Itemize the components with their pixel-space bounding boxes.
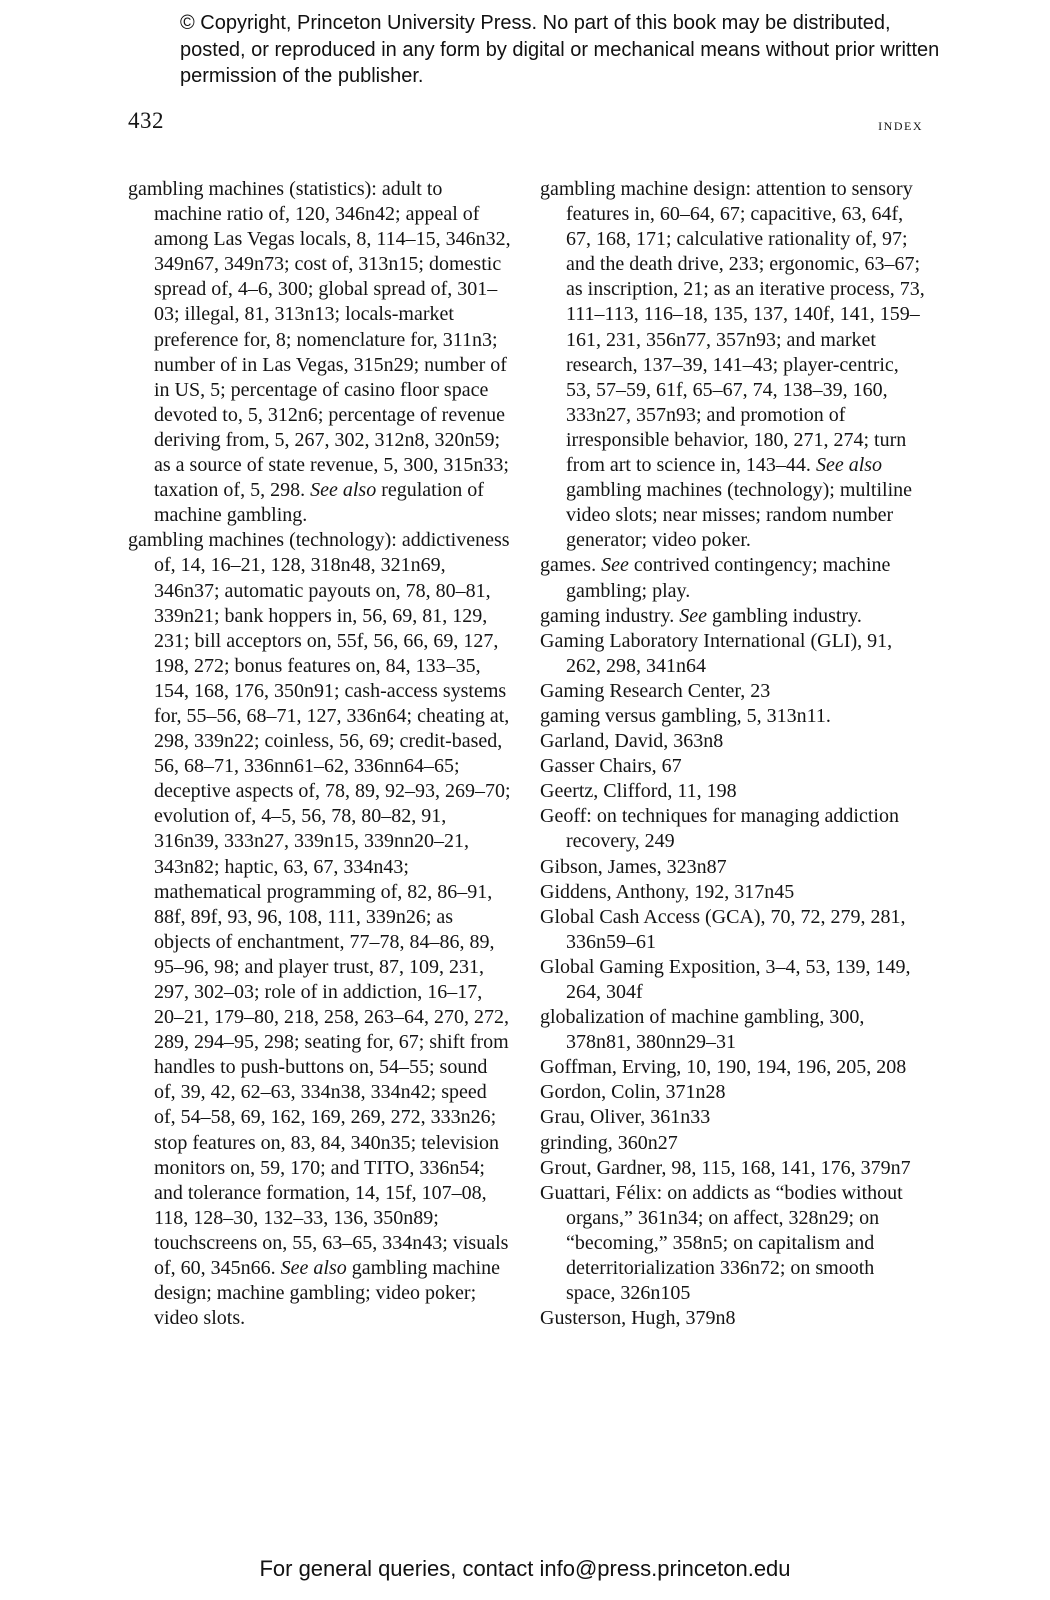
index-entry bbox=[540, 1131, 925, 1156]
entry-text-after: regulation of machine gambling. bbox=[154, 479, 484, 527]
index-entry bbox=[540, 177, 925, 553]
entry-text: gaming industry. bbox=[540, 604, 680, 627]
entry-see-reference: See also bbox=[310, 479, 377, 502]
entry-see-reference: See also bbox=[815, 454, 883, 477]
index-entry bbox=[540, 1005, 925, 1055]
index-entry bbox=[540, 905, 925, 955]
index-column-left bbox=[128, 177, 513, 1331]
index-entry bbox=[540, 1055, 925, 1080]
index-entry bbox=[540, 1105, 925, 1130]
entry-text: Gibson, James, 323n87 bbox=[540, 855, 727, 878]
entry-text: Gaming Research Center, 23 bbox=[540, 679, 771, 702]
entry-text: Gusterson, Hugh, 379n8 bbox=[540, 1307, 736, 1330]
entry-text-after: gambling machines (technology); multiline video slots; near misses; random number generator; video poker. bbox=[566, 479, 913, 552]
entry-text: Global Cash Access (GCA), 70, 72, 279, 281, 336n59–61 bbox=[540, 905, 906, 953]
entry-text: Grout, Gardner, 98, 115, 168, 141, 176, 379n7 bbox=[540, 1156, 911, 1179]
entry-text: Geoff: on techniques for managing addiction recovery, 249 bbox=[540, 805, 899, 853]
entry-text: Garland, David, 363n8 bbox=[540, 730, 724, 753]
copyright-notice: © Copyright, Princeton University Press. No part of this book may be distributed, posted, or reproduced in any form by digital or mechanical means without prior written permission of the publisher. bbox=[180, 12, 940, 87]
entry-see-reference: See also bbox=[280, 1257, 347, 1280]
index-entry bbox=[128, 177, 513, 528]
entry-text: Grau, Oliver, 361n33 bbox=[540, 1106, 711, 1129]
index-entry bbox=[540, 804, 925, 854]
index-entry bbox=[128, 528, 513, 1331]
footer-contact: For general queries, contact info@press.princeton.edu bbox=[259, 1556, 791, 1581]
section-title: index bbox=[878, 114, 923, 134]
entry-text: globalization of machine gambling, 300, 378n81, 380nn29–31 bbox=[540, 1006, 865, 1054]
index-entry bbox=[540, 1156, 925, 1181]
entry-text: gaming versus gambling, 5, 313n11. bbox=[540, 704, 831, 727]
entry-text: Goffman, Erving, 10, 190, 194, 196, 205, 208 bbox=[540, 1056, 907, 1079]
entry-text: gambling machines (technology): addictiveness of, 14, 16–21, 128, 318n48, 321n69, 346n37; automatic payouts on, 78, 80–81, 339n21; bank hoppers in, 56, 69, 81, 129, 231; bill acceptors on, 55f, 56, 66, 69, 127, 198, 272; bonus features on, 84, 133–35, 154, 168, 176, 350n91; cash-access systems for, 55–56, 68–71, 127, 336n64; cheating at, 298, 339n22; coinless, 56, 69; credit-based, 56, 68–71, 336nn61–62, 336nn64–65; deceptive aspects of, 78, 89, 92–93, 269–70; evolution of, 4–5, 56, 78, 80–82, 91, 316n39, 333n27, 339n15, 339nn20–21, 343n82; haptic, 63, 67, 334n43; mathematical programming of, 82, 86–91, 88f, 89f, 93, 96, 108, 111, 339n26; as objects of enchantment, 77–78, 84–86, 89, 95–96, 98; and player trust, 87, 109, 231, 297, 302–03; role of in addiction, 16–17, 20–21, 179–80, 218, 258, 263–64, 270, 272, 289, 294–95, 298; seating for, 67; shift from handles to push-buttons on, 54–55; sound of, 39, 42, 62–63, 334n38, 334n42; speed of, 54–58, 69, 162, 169, 269, 272, 333n26; stop features on, 83, 84, 340n35; television monitors on, 59, 170; and TITO, 336n54; and tolerance formation, 14, 15f, 107–08, 118, 128–30, 132–33, 136, 350n89; touchscreens on, 55, 63–65, 334n43; visuals of, 60, 345n66. bbox=[128, 529, 511, 1280]
entry-text: Giddens, Anthony, 192, 317n45 bbox=[540, 880, 795, 903]
index-entry bbox=[540, 729, 925, 754]
index-column-right bbox=[540, 177, 925, 1331]
entry-text: Gasser Chairs, 67 bbox=[540, 755, 682, 778]
entry-text: Global Gaming Exposition, 3–4, 53, 139, 149, 264, 304f bbox=[540, 955, 911, 1003]
entry-text: games. bbox=[540, 554, 602, 577]
entry-see-reference: See bbox=[601, 554, 629, 577]
index-entry bbox=[540, 629, 925, 679]
index-entry bbox=[540, 1306, 925, 1331]
index-entry bbox=[540, 679, 925, 704]
index-entry bbox=[540, 779, 925, 804]
entry-text-after: gambling machine design; machine gambling; video poker; video slots. bbox=[154, 1257, 501, 1330]
running-head bbox=[128, 108, 923, 138]
entry-text: Guattari, Félix: on addicts as “bodies without organs,” 361n34; on affect, 328n29; on “becoming,” 358n5; on capitalism and deterritorialization 336n72; on smooth space, 326n105 bbox=[540, 1181, 903, 1305]
entry-text: gambling machine design: attention to sensory features in, 60–64, 67; capacitive, 63, 64f, 67, 168, 171; calculative rationality of, 97; and the death drive, 233; ergonomic, 63–67; as inscription, 21; as an iterative process, 73, 111–113, 116–18, 135, 137, 140f, 141, 159–161, 231, 356n77, 357n93; and market research, 137–39, 141–43; player-centric, 53, 57–59, 61f, 65–67, 74, 138–39, 160, 333n27, 357n93; and promotion of irresponsible behavior, 180, 271, 274; turn from art to science in, 143–44. bbox=[540, 178, 925, 477]
index-entry bbox=[540, 880, 925, 905]
entry-text: grinding, 360n27 bbox=[540, 1131, 678, 1154]
entry-text: gambling machines (statistics): adult to machine ratio of, 120, 346n42; appeal of among Las Vegas locals, 8, 114–15, 346n32, 349n67, 349n73; cost of, 313n15; domestic spread of, 4–6, 300; global spread of, 301–03; illegal, 81, 313n13; locals-market preference for, 8; nomenclature for, 311n3; number of in Las Vegas, 315n29; number of in US, 5; percentage of casino floor space devoted to, 5, 312n6; percentage of revenue deriving from, 5, 267, 302, 312n8, 320n59; as a source of state revenue, 5, 300, 315n33; taxation of, 5, 298. bbox=[128, 178, 511, 502]
index-entry bbox=[540, 855, 925, 880]
index-entry bbox=[540, 553, 925, 603]
index-entry bbox=[540, 754, 925, 779]
entry-text-after: gambling industry. bbox=[707, 604, 862, 627]
entry-text: Gordon, Colin, 371n28 bbox=[540, 1081, 726, 1104]
index-entry bbox=[540, 704, 925, 729]
index-entry bbox=[540, 604, 925, 629]
entry-text: Geertz, Clifford, 11, 198 bbox=[540, 780, 737, 803]
entry-text-after: contrived contingency; machine gambling; play. bbox=[566, 554, 891, 602]
page-number: 432 bbox=[128, 108, 164, 133]
entry-text: Gaming Laboratory International (GLI), 91, 262, 298, 341n64 bbox=[540, 629, 893, 677]
index-entry bbox=[540, 955, 925, 1005]
entry-see-reference: See bbox=[679, 604, 708, 627]
index-entry bbox=[540, 1181, 925, 1306]
index-entry bbox=[540, 1080, 925, 1105]
